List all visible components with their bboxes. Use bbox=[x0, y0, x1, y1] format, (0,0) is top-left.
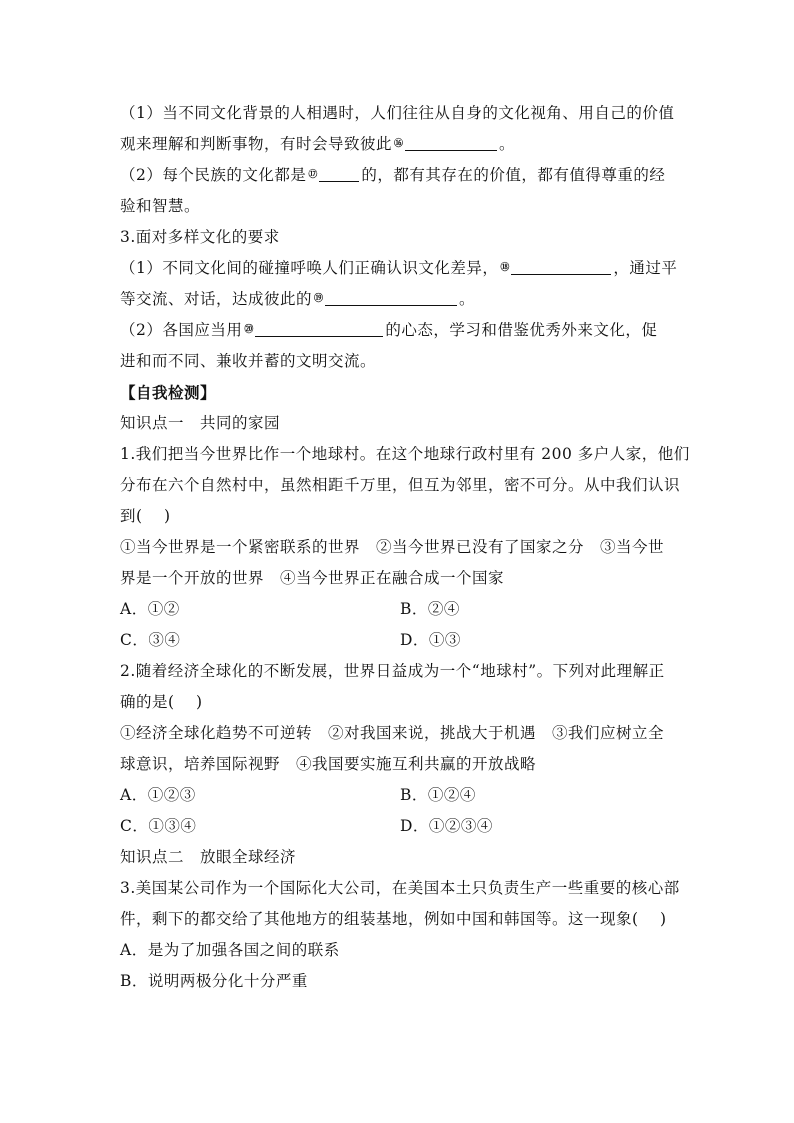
question-1-option-a[interactable]: A．①② bbox=[120, 600, 180, 618]
question-3-line: 3.美国某公司作为一个国际化大公司，在美国本土只负责生产一些重要的核心部 bbox=[120, 879, 680, 897]
paragraph-2-line-1 bbox=[120, 160, 680, 191]
question-1-line: 1.我们把当今世界比作一个地球村。在这个地球行政村里有 200 多户人家，他们 bbox=[120, 445, 690, 463]
answer-blank-20[interactable] bbox=[255, 318, 383, 337]
question-1-option-d[interactable]: D．①③ bbox=[400, 631, 461, 649]
question-3-option-a[interactable]: A．是为了加强各国之间的联系 bbox=[120, 941, 340, 959]
answer-blank-19[interactable] bbox=[325, 287, 457, 306]
heading-3: 3.面对多样文化的要求 bbox=[120, 228, 280, 246]
question-2-line: 确的是( ) bbox=[120, 693, 203, 711]
question-1-line: 分布在六个自然村中，虽然相距千万里，但互为邻里，密不可分。从中我们认识 bbox=[120, 476, 681, 494]
answer-blank-18[interactable] bbox=[511, 256, 611, 275]
answer-marker-16: ⑯ bbox=[394, 139, 404, 149]
question-1-options-row bbox=[120, 594, 680, 625]
paragraph-2-line-2: 验和智慧。 bbox=[120, 197, 201, 215]
question-2-option-a[interactable]: A．①②③ bbox=[120, 786, 196, 804]
paragraph-3-line-2 bbox=[120, 284, 680, 315]
answer-marker-17: ⑰ bbox=[308, 170, 318, 180]
paragraph-1-end: 。 bbox=[499, 135, 516, 153]
question-1-option-b[interactable]: B．②④ bbox=[400, 600, 460, 618]
answer-marker-20: ⑳ bbox=[244, 325, 254, 335]
question-1-line: ①当今世界是一个紧密联系的世界 ②当今世界已没有了国家之分 ③当今世 bbox=[120, 538, 665, 556]
paragraph-1-text: 观来理解和判断事物，有时会导致彼此 bbox=[120, 135, 393, 153]
paragraph-4-line-2: 进和而不同、兼收并蓄的文明交流。 bbox=[120, 352, 377, 370]
paragraph-2-end: 的，都有其存在的价值，都有值得尊重的经 bbox=[361, 166, 666, 184]
section-1-title: 知识点一 共同的家园 bbox=[120, 414, 281, 432]
question-2-option-c[interactable]: C．①③④ bbox=[120, 817, 197, 835]
question-1-options-row bbox=[120, 625, 680, 656]
question-2-line: 球意识，培养国际视野 ④我国要实施互利共赢的开放战略 bbox=[120, 755, 537, 773]
question-2-line: ①经济全球化趋势不可逆转 ②对我国来说，挑战大于机遇 ③我们应树立全 bbox=[120, 724, 665, 742]
section-2-title: 知识点二 放眼全球经济 bbox=[120, 848, 297, 866]
paragraph-2-text: （2）每个民族的文化都是 bbox=[120, 166, 307, 184]
question-1-line: 界是一个开放的世界 ④当今世界正在融合成一个国家 bbox=[120, 569, 505, 587]
paragraph-3-end-2: 。 bbox=[459, 290, 476, 308]
question-2-option-d[interactable]: D．①②③④ bbox=[400, 817, 493, 835]
question-2-options-row bbox=[120, 780, 680, 811]
paragraph-4-text: （2）各国应当用 bbox=[120, 321, 243, 339]
question-2-line: 2.随着经济全球化的不断发展，世界日益成为一个“地球村”。下列对此理解正 bbox=[120, 662, 665, 680]
paragraph-4-line-1 bbox=[120, 315, 680, 346]
question-2-options-row bbox=[120, 811, 680, 842]
question-3-line: 件，剩下的都交给了其他地方的组装基地，例如中国和韩国等。这一现象( ) bbox=[120, 910, 667, 928]
answer-blank-16[interactable] bbox=[405, 132, 497, 151]
document-content bbox=[120, 98, 690, 997]
question-2-option-b[interactable]: B．①②④ bbox=[400, 786, 476, 804]
question-1-line: 到( ) bbox=[120, 507, 171, 525]
self-check-heading: 【自我检测】 bbox=[120, 383, 217, 402]
paragraph-1-line-2 bbox=[120, 129, 680, 160]
question-3-option-b[interactable]: B．说明两极分化十分严重 bbox=[120, 972, 308, 990]
paragraph-3-text: （1）不同文化间的碰撞呼唤人们正确认识文化差异， bbox=[120, 259, 499, 277]
paragraph-3-end: ，通过平 bbox=[613, 259, 678, 277]
paragraph-3-text-2: 等交流、对话，达成彼此的 bbox=[120, 290, 313, 308]
answer-marker-19: ⑲ bbox=[314, 294, 324, 304]
question-1-option-c[interactable]: C．③④ bbox=[120, 631, 181, 649]
answer-marker-18: ⑱ bbox=[500, 263, 510, 273]
paragraph-4-end: 的心态，学习和借鉴优秀外来文化，促 bbox=[385, 321, 658, 339]
paragraph-3-line-1 bbox=[120, 253, 680, 284]
paragraph-1-line-1: （1）当不同文化背景的人相遇时，人们往往从自身的文化视角、用自己的价值 bbox=[120, 104, 675, 122]
answer-blank-17[interactable] bbox=[319, 163, 359, 182]
